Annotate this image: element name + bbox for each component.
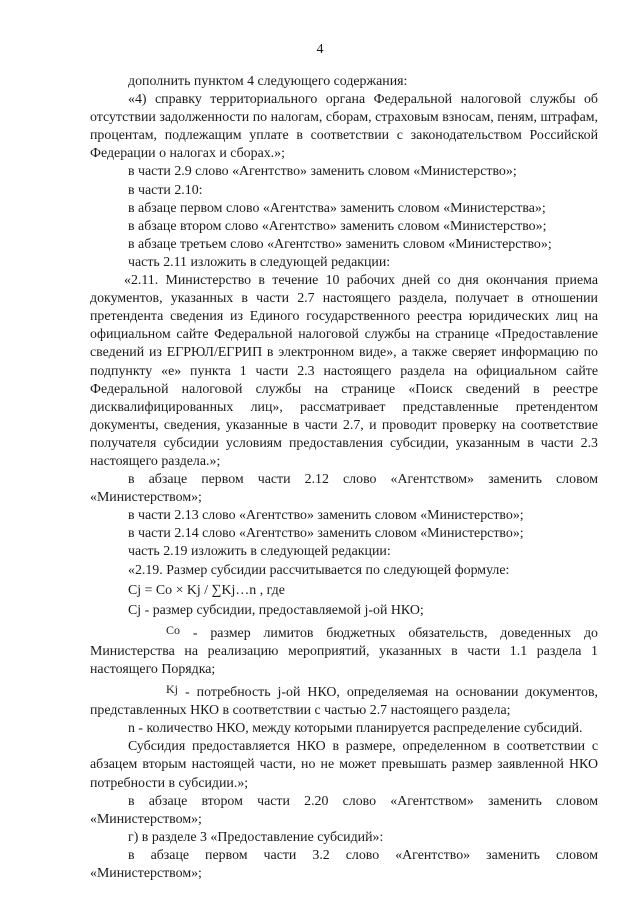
page-number: 4 (316, 42, 324, 57)
paragraph: часть 2.19 изложить в следующей редакции: (128, 544, 391, 560)
paragraph: часть 2.11 изложить в следующей редакции: (128, 254, 391, 270)
paragraph: г) в разделе 3 «Предоставление субсидий»: (128, 829, 384, 845)
paragraph: в абзаце третьем слово «Агентство» заменить словом «Министерство»; (128, 236, 552, 252)
kj-symbol: Kj (166, 682, 178, 697)
paragraph: «4) справку территориального органа Федеральной налоговой службы об отсутствии задолженности по налогам, сборам, страховым взносам, пеням, штрафам, процентам, подлежащим уплате в соответствии с законодательством Российской Федерации о налогах и сборах.»; (90, 92, 598, 162)
paragraph: в абзаце первом части 3.2 слово «Агентство» заменить словом «Министерством»; (90, 847, 598, 882)
paragraph: в части 2.9 слово «Агентство» заменить словом «Министерство»; (128, 164, 517, 180)
formula-co-definition (90, 621, 598, 679)
paragraph: «2.19. Размер субсидии рассчитывается по следующей формуле: (128, 562, 510, 578)
formula-expression: Cj = Co × Kj / ∑Kj…n , где (128, 582, 285, 598)
paragraph: в части 2.14 слово «Агентство» заменить словом «Министерство»; (128, 526, 524, 542)
co-definition-text: - размер лимитов бюджетных обязательств, доведенных до Министерства на реализацию мероприятий, указанных в части 1.1 раздела 1 настоящего Порядка; (90, 625, 598, 677)
paragraph: в абзаце втором слово «Агентство» заменить словом «Министерство»; (128, 218, 547, 234)
co-symbol: Co (166, 622, 181, 637)
formula-n-definition: n - количество НКО, между которыми планируется распределение субсидий. (128, 721, 583, 737)
document-body (90, 73, 598, 883)
paragraph: в абзаце первом слово «Агентства» заменить словом «Министерства»; (128, 200, 546, 216)
formula-kj-definition (90, 680, 598, 720)
paragraph: Субсидия предоставляется НКО в размере, определенном в соответствии с абзацем вторым настоящей части, но не может превышать размер заявленной НКО потребности в субсидии.»; (90, 739, 598, 791)
paragraph: «2.11. Министерство в течение 10 рабочих дней со дня окончания приема документов, указанных в части 2.7 настоящего раздела, получает в отношении претендента сведения из Единого государственного реестра юридических лиц на официальном сайте Федеральной налоговой службы на странице «Предоставление сведений из ЕГРЮЛ/ЕГРИП в электронном виде», а также сверяет информацию по подпункту «е» пункта 1 части 2.3 настоящего раздела на официальном сайте Федеральной налоговой службы на странице «Поиск сведений в реестре дисквалифицированных лиц», рассматривает представленные претендентом документы, сведения, указанные в части 2.7, и проводит проверку на соответствие получателя субсидии условиям предоставления субсидии, указанным в части 2.3 настоящего раздела.»; (90, 273, 598, 469)
paragraph: в абзаце втором части 2.20 слово «Агентством» заменить словом «Министерством»; (90, 793, 598, 827)
kj-definition-text: - потребность j-ой НКО, определяемая на основании документов, представленных НКО в соответствии с частью 2.7 настоящего раздела; (90, 685, 598, 719)
paragraph: в части 2.10: (128, 182, 203, 198)
paragraph: дополнить пунктом 4 следующего содержания: (128, 74, 408, 89)
formula-cj-definition: Cj - размер субсидии, предоставляемой j-ой НКО; (128, 602, 424, 618)
paragraph: в части 2.13 слово «Агентство» заменить словом «Министерство»; (128, 508, 524, 524)
paragraph: в абзаце первом части 2.12 слово «Агентством» заменить словом «Министерством»; (90, 472, 598, 506)
